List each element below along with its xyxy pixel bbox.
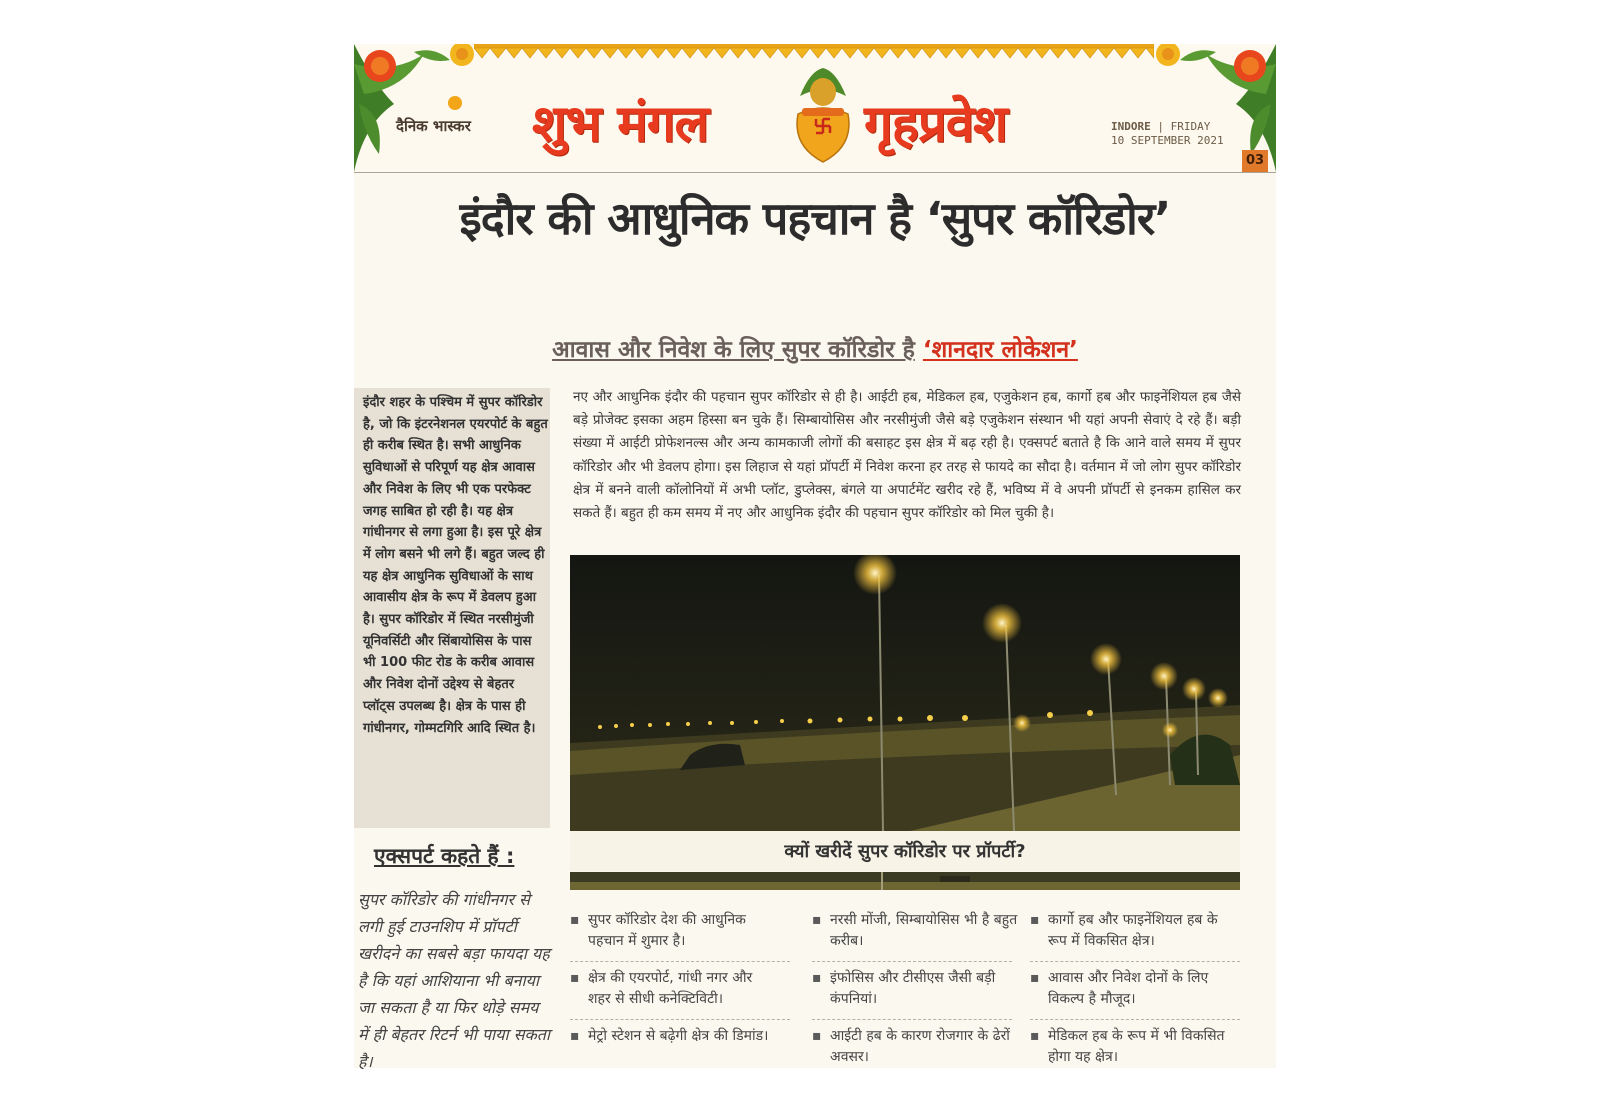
divider bbox=[1030, 1019, 1240, 1020]
super-corridor-night-photo bbox=[570, 555, 1240, 831]
divider bbox=[812, 961, 1012, 962]
page-headline: इंदौर की आधुनिक पहचान है ‘सुपर कॉरिडोर’ bbox=[459, 192, 1171, 245]
why-item-1 bbox=[570, 910, 776, 952]
why-item-text: इंफोसिस और टीसीएस जैसी बड़ी कंपनियां। bbox=[830, 970, 996, 1007]
bullet-icon: ▪ bbox=[1030, 970, 1040, 986]
sub-headline-main: आवास और निवेश के लिए सुपर कॉरिडोर है bbox=[552, 337, 915, 363]
lead-paragraph: नए और आधुनिक इंदौर की पहचान सुपर कॉरिडोर से ही है। आईटी हब, मेडिकल हब, एजुकेशन हब, कार्गो हब और फाइनेंशियल हब जैसे बड़े प्रोजेक्ट इसका अहम हिस्सा बन चुके हैं। सिम्बायोसिस और नरसीमुंजी जैसे बड़े एजुकेशन संस्थान भी यहां अपनी सेवाएं दे रहे हैं। बड़ी संख्या में आईटी प्रोफेशनल्स और अन्य कामकाजी लोगों की बसाहट इस क्षेत्र में बढ़ रही है। एक्सपर्ट बताते है कि आने वाले समय में सुपर कॉरिडोर और भी डेवलप होगा। इस लिहाज से यहां प्रॉपर्टी में निवेश करना हर तरह से फायदे का सौदा है। वर्तमान में जो लोग सुपर कॉरिडोर क्षेत्र में बनने वाली कॉलोनियों में अभी प्लॉट, डुप्लेक्स, बंगले या अपार्टमेंट खरीद रहे हैं, भविष्य में वे अपनी प्रॉपर्टी से इनकम हासिल कर सकते हैं। बहुत ही कम समय में नए और आधुनिक इंदौर की पहचान सुपर कॉरिडोर को मिल चुकी है। bbox=[573, 389, 1241, 522]
bullet-icon: ▪ bbox=[1030, 1028, 1040, 1044]
why-item-text: कार्गो हब और फाइनेंशियल हब के रूप में विकसित क्षेत्र। bbox=[1048, 912, 1218, 949]
road-strip-illustration bbox=[570, 872, 1240, 890]
photo-strip-decoration bbox=[570, 872, 1240, 890]
why-item-8 bbox=[812, 1026, 1018, 1068]
bullet-icon: ▪ bbox=[812, 970, 822, 986]
expert-quote: सुपर कॉरिडोर की गांधीनगर से लगी हुई टाउनशिप में प्रॉपर्टी खरीदने का सबसे बड़ा फायदा यह है कि यहां आशियाना भी बनाया जा सकता है या फिर थोड़े समय में ही बेहतर रिटर्न भी पाया सकता है। bbox=[358, 890, 551, 1071]
page-number-badge: 03 bbox=[1242, 150, 1268, 172]
kalash-icon bbox=[790, 66, 856, 166]
why-item-text: आईटी हब के कारण रोजगार के ढेरों अवसर। bbox=[830, 1028, 1010, 1065]
why-item-text: मेट्रो स्टेशन से बढ़ेगी क्षेत्र की डिमांड। bbox=[588, 1028, 769, 1044]
night-road-illustration bbox=[570, 555, 1240, 831]
sun-dot-icon bbox=[448, 96, 462, 110]
marigold-garland-decoration bbox=[474, 44, 1154, 60]
divider bbox=[570, 1019, 790, 1020]
why-item-7 bbox=[570, 1026, 776, 1047]
divider bbox=[1030, 961, 1240, 962]
why-item-text: मेडिकल हब के रूप में भी विकसित होगा यह क्षेत्र। bbox=[1048, 1028, 1225, 1065]
why-item-2 bbox=[812, 910, 1018, 952]
dateline-day: FRIDAY bbox=[1170, 120, 1211, 133]
dainik-bhaskar-logo bbox=[396, 96, 521, 146]
why-item-text: सुपर कॉरिडोर देश की आधुनिक पहचान में शुमार है। bbox=[588, 912, 746, 949]
why-buy-band bbox=[570, 831, 1240, 871]
dateline bbox=[1111, 120, 1224, 148]
why-item-6 bbox=[1030, 968, 1236, 1010]
bullet-icon: ▪ bbox=[570, 912, 580, 928]
dateline-city: INDORE bbox=[1111, 120, 1151, 133]
why-item-text: क्षेत्र की एयरपोर्ट, गांधी नगर और शहर से सीधी कनेक्टिविटी। bbox=[588, 970, 753, 1007]
bullet-icon: ▪ bbox=[1030, 912, 1040, 928]
sub-headline bbox=[354, 332, 1276, 364]
why-item-9 bbox=[1030, 1026, 1236, 1068]
why-item-3 bbox=[1030, 910, 1236, 952]
bullet-icon: ▪ bbox=[570, 1028, 580, 1044]
newspaper-page bbox=[354, 44, 1276, 1071]
bullet-icon: ▪ bbox=[570, 970, 580, 986]
divider bbox=[812, 1019, 1012, 1020]
supplement-title-left: शुभ मंगल bbox=[532, 95, 709, 154]
dateline-date: 10 SEPTEMBER 2021 bbox=[1111, 134, 1224, 147]
expert-heading: एक्सपर्ट कहते हैं : bbox=[374, 844, 515, 868]
bullet-icon: ▪ bbox=[812, 1028, 822, 1044]
why-item-5 bbox=[812, 968, 1018, 1010]
dateline-separator: | bbox=[1150, 120, 1171, 133]
logo-text: दैनिक भास्कर bbox=[396, 117, 471, 135]
bullet-icon: ▪ bbox=[812, 912, 822, 928]
why-item-4 bbox=[570, 968, 776, 1010]
masthead bbox=[354, 44, 1276, 173]
why-buy-heading: क्यों खरीदें सुपर कॉरिडोर पर प्रॉपर्टी? bbox=[784, 841, 1026, 862]
why-item-text: नरसी मोंजी, सिम्बायोसिस भी है बहुत करीब। bbox=[830, 912, 1018, 949]
sub-headline-highlight: ‘शानदार लोकेशन’ bbox=[922, 337, 1078, 363]
why-item-text: आवास और निवेश दोनों के लिए विकल्प है मौजूद। bbox=[1048, 970, 1209, 1007]
sidebar-text: इंदौर शहर के पश्चिम में सुपर कॉरिडोर है, जो कि इंटरनेशनल एयरपोर्ट के बहुत ही करीब स्थित है। सभी आधुनिक सुविधाओं से परिपूर्ण यह क्षेत्र आवास और निवेश के लिए भी एक परफेक्ट जगह साबित हो रही है। यह क्षेत्र गांधीनगर से लगा हुआ है। इस पूरे क्षेत्र में लोग बसने भी लगे हैं। बहुत जल्द ही यह क्षेत्र आधुनिक सुविधाओं के साथ आवासीय क्षेत्र के रूप में डेवलप हुआ है। सुपर कॉरिडोर में स्थित नरसीमुंजी यूनिवर्सिटी और सिंबायोसिस के पास भी 100 फीट रोड के करीब आवास और निवेश दोनों उद्देश्य से बेहतर प्लॉट्स उपलब्ध है। क्षेत्र के पास ही गांधीनगर, गोम्मटगिरि आदि स्थित है। bbox=[363, 395, 548, 736]
divider bbox=[570, 961, 790, 962]
supplement-title-right: गृहप्रवेश bbox=[864, 95, 1007, 154]
sidebar-box bbox=[354, 388, 550, 828]
